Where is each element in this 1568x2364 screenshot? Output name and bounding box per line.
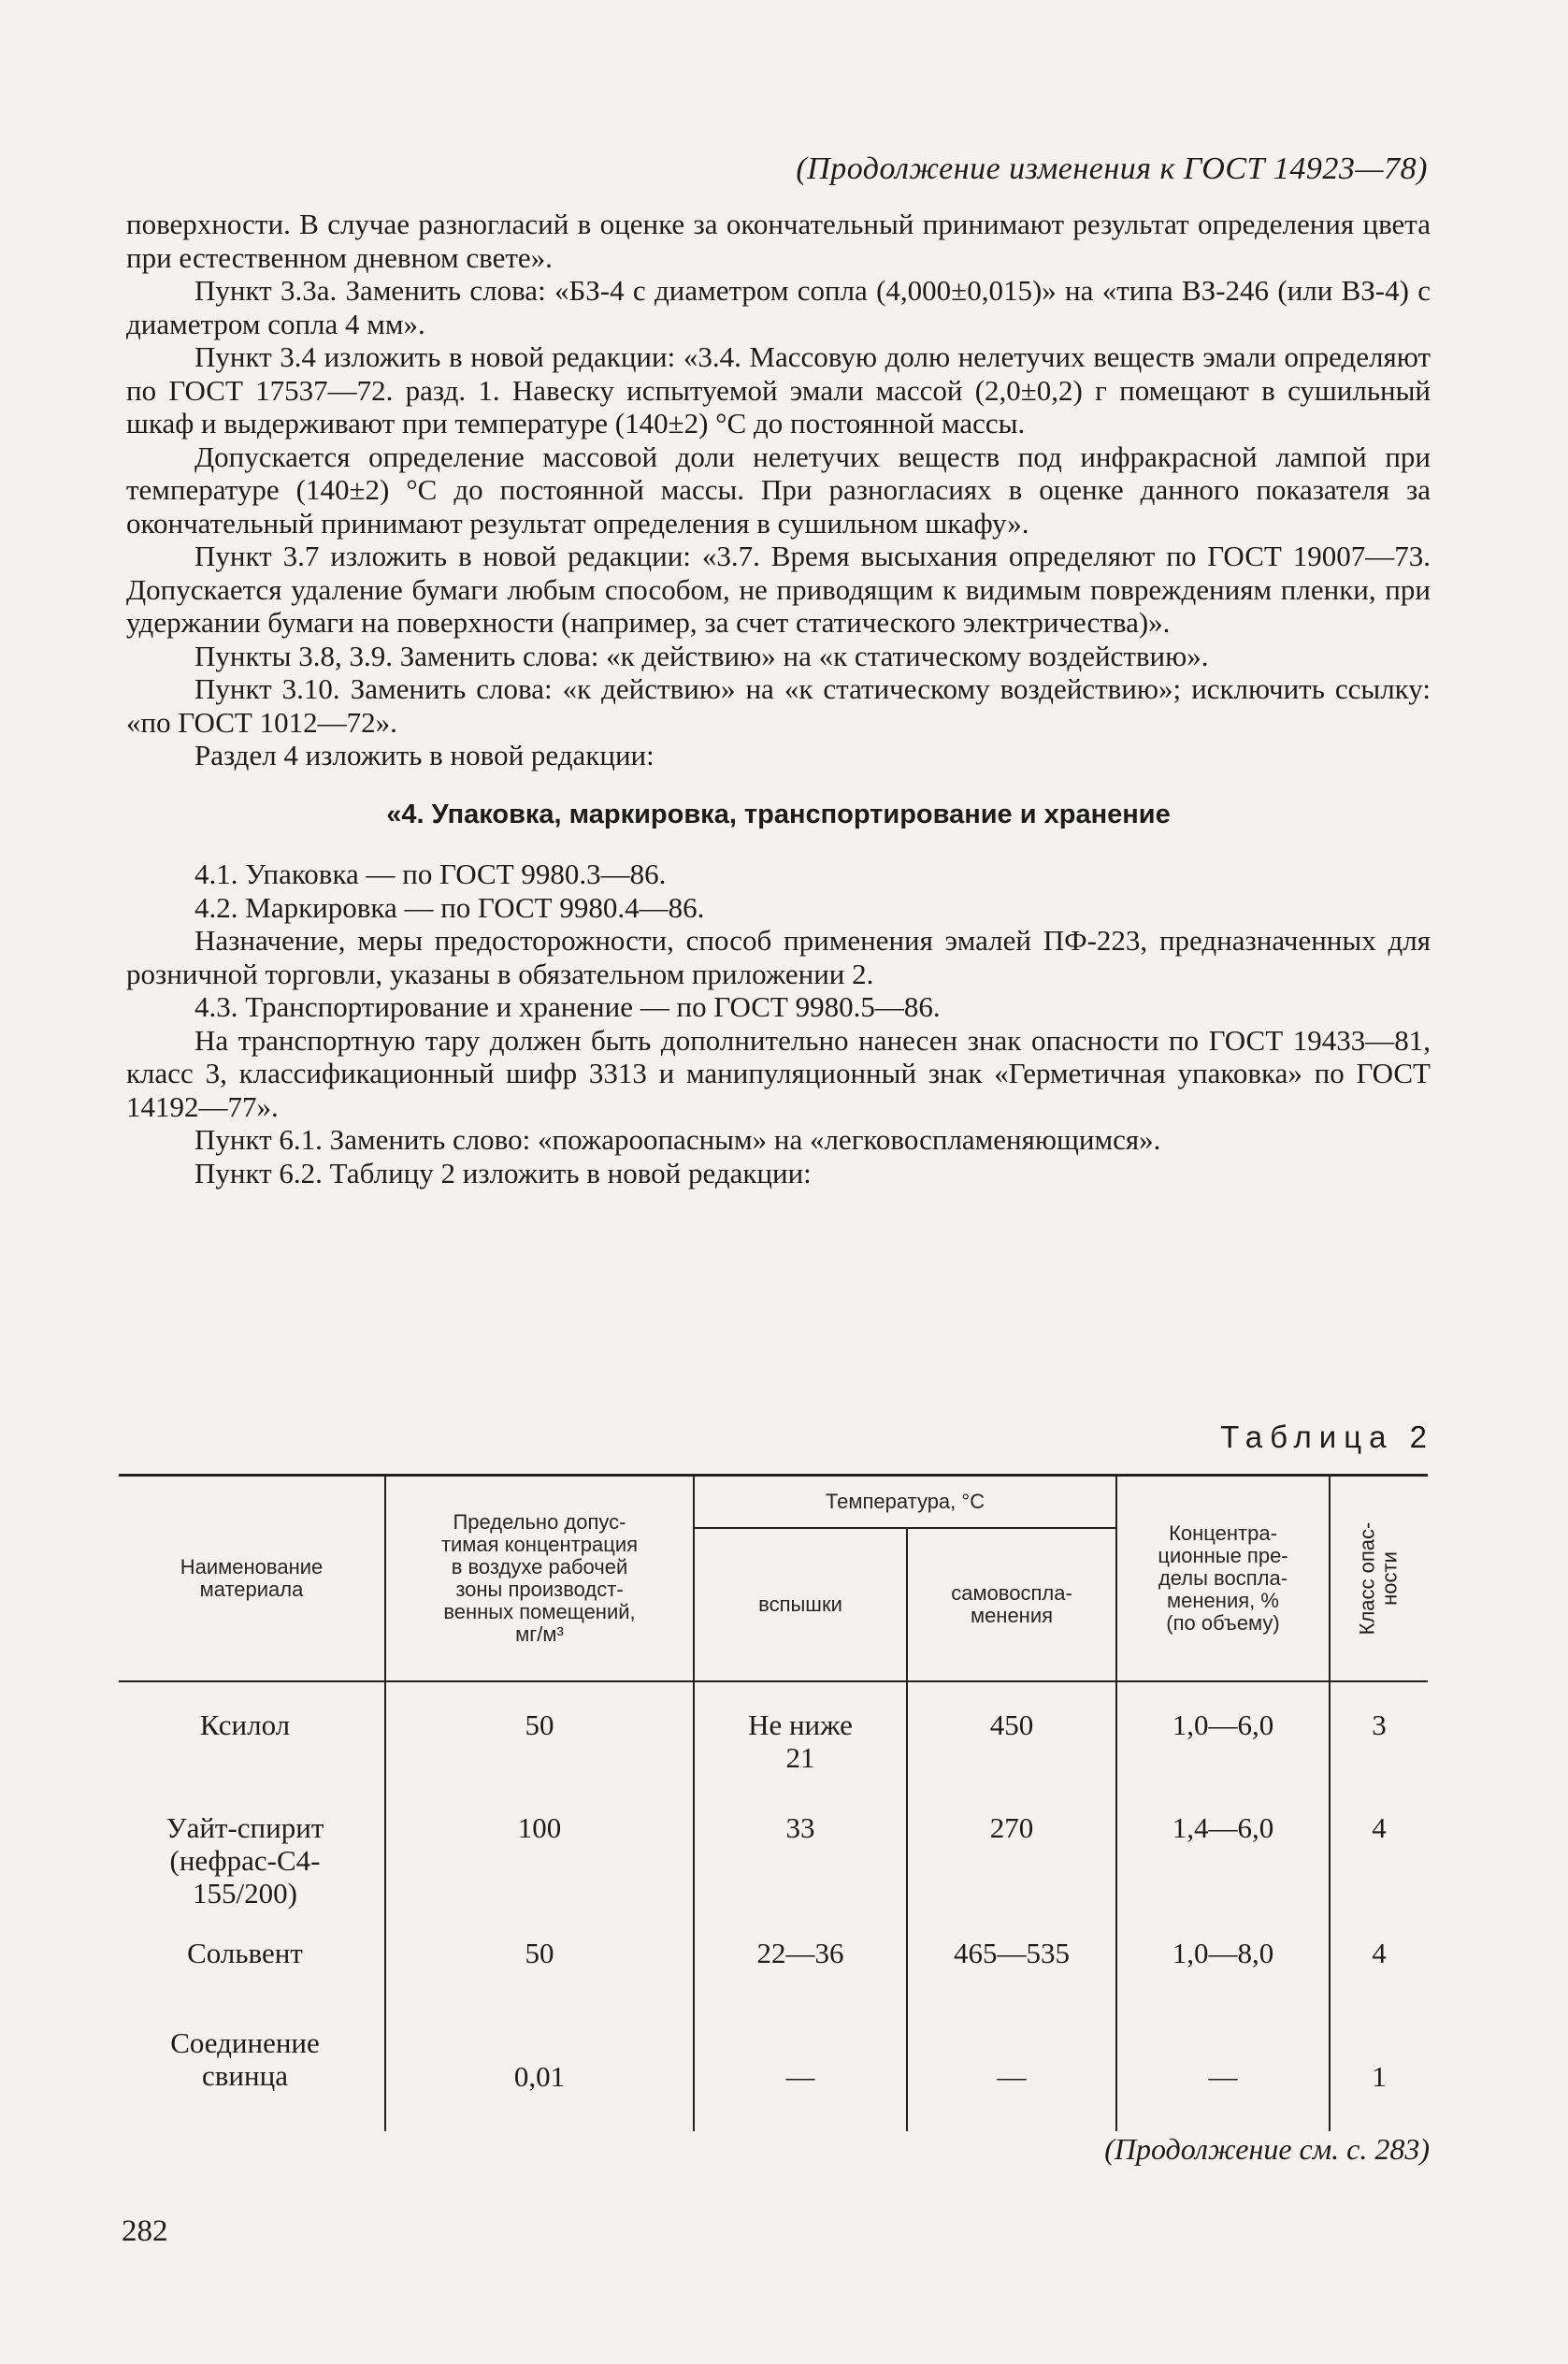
paragraph: Допускается определение массовой доли нелетучих веществ под инфракрасной лампой при температуре (140±2) °С до постоянной массы. При разногласиях в оценке данного показателя за окончательный принимают результат определения в сушильном шкафу». xyxy=(126,440,1431,540)
body-text xyxy=(126,208,1431,1189)
cell-limit: 50 xyxy=(525,1937,554,1969)
cell-concentration: — xyxy=(1208,2060,1238,2093)
cell-concentration: 1,0—6,0 xyxy=(1172,1708,1274,1741)
cell-name: Сольвент xyxy=(187,1937,303,1969)
paragraph: 4.2. Маркировка — по ГОСТ 9980.4—86. xyxy=(194,890,705,924)
table-body xyxy=(119,1682,1428,2131)
cell-name: Соединение свинца xyxy=(170,2026,320,2092)
paragraph: Пункт 3.7 изложить в новой редакции: «3.7. Время высыхания определяют по ГОСТ 19007—73. Допускается удаление бумаги любым способом, не приводящим к видимым повреждениям пленки, при удержании бумаги на поверхности (например, за счет статического электричества)». xyxy=(126,540,1431,639)
cell-hazard-class: 3 xyxy=(1372,1708,1387,1741)
page-number: 282 xyxy=(122,2214,168,2248)
cell-hazard-class: 4 xyxy=(1372,1937,1387,1969)
cell-autoignition: 450 xyxy=(989,1708,1034,1741)
continuation-note: (Продолжение см. с. 283) xyxy=(1104,2132,1430,2166)
cell-flash: — xyxy=(785,2060,815,2093)
cell-limit: 0,01 xyxy=(513,2060,566,2093)
cell-name: Уайт-спирит (нефрас-С4- 155/200) xyxy=(165,1811,324,1910)
paragraph: поверхности. В случае разногласий в оценке за окончательный принимают результат определения цвета при естественном дневном свете». xyxy=(126,208,1431,274)
paragraph: Пункт 3.4 изложить в новой редакции: «3.4. Массовую долю нелетучих веществ эмали определяют по ГОСТ 17537—72. разд. 1. Навеску испытуемой эмали массой (2,0±0,2) г помещают в сушильный шкаф и выдерживают при температуре (140±2) °С до постоянной массы. xyxy=(126,340,1431,440)
cell-name: Ксилол xyxy=(199,1708,291,1741)
paragraph: Назначение, меры предосторожности, способ применения эмалей ПФ-223, предназначенных для розничной торговли, указаны в обязательном приложении 2. xyxy=(126,924,1431,990)
paragraph: Пункт 3.3а. Заменить слова: «БЗ-4 с диаметром сопла (4,000±0,015)» на «типа ВЗ-246 (или ВЗ-4) с диаметром сопла 4 мм». xyxy=(126,274,1431,340)
paragraph: Пункты 3.8, 3.9. Заменить слова: «к действию» на «к статическому воздействию». xyxy=(194,639,1209,672)
cell-flash: Не ниже 21 xyxy=(748,1708,853,1774)
header-autoignition: самовоспла- менения xyxy=(951,1581,1072,1627)
cell-flash: 22—36 xyxy=(756,1937,844,1969)
paragraph: 4.1. Упаковка — по ГОСТ 9980.3—86. xyxy=(194,858,667,890)
cell-autoignition: 465—535 xyxy=(954,1937,1070,1969)
paragraph-group-2 xyxy=(126,858,1431,1189)
paragraph: Пункт 6.2. Таблицу 2 изложить в новой редакции: xyxy=(194,1156,812,1189)
cell-hazard-class: 4 xyxy=(1372,1811,1387,1844)
section-title: «4. Упаковка, маркировка, транспортирование и хранение xyxy=(386,799,1171,829)
cell-flash: 33 xyxy=(785,1811,815,1844)
data-table xyxy=(119,1474,1428,2131)
cell-autoignition: 270 xyxy=(989,1811,1034,1844)
header-name: Наименование материала xyxy=(180,1555,324,1601)
paragraph: Раздел 4 изложить в новой редакции: xyxy=(194,739,655,771)
table-label: Таблица 2 xyxy=(1220,1420,1434,1454)
header-hazard-class: Класс опас- ности xyxy=(1355,1521,1401,1636)
paragraph: 4.3. Транспортирование и хранение — по ГОСТ 9980.5—86. xyxy=(194,990,941,1023)
paragraph: Пункт 3.10. Заменить слова: «к действию» на «к статическому воздействию»; исключить ссылку: «по ГОСТ 1012—72». xyxy=(126,672,1431,739)
running-header: (Продолжение изменения к ГОСТ 14923—78) xyxy=(796,151,1428,186)
cell-hazard-class: 1 xyxy=(1372,2060,1387,2093)
paragraph: На транспортную тару должен быть дополнительно нанесен знак опасности по ГОСТ 19433—81, класс 3, классификационный шифр 3313 и манипуляционный знак «Герметичная упаковка» по ГОСТ 14192—77». xyxy=(126,1023,1431,1123)
table-header xyxy=(119,1474,1428,1682)
paragraph: Пункт 6.1. Заменить слово: «пожароопасным» на «легковоспламеняющимся». xyxy=(194,1123,1161,1156)
cell-limit: 50 xyxy=(525,1708,554,1741)
header-temperature: Температура, °С xyxy=(825,1490,985,1513)
paragraph-group-1 xyxy=(126,208,1431,772)
cell-concentration: 1,4—6,0 xyxy=(1172,1811,1274,1844)
header-limit: Предельно допус- тимая концентрация в воздухе рабочей зоны производст- венных помещений, мг/м³ xyxy=(440,1510,639,1646)
cell-limit: 100 xyxy=(517,1811,562,1844)
cell-concentration: 1,0—8,0 xyxy=(1172,1937,1274,1969)
cell-autoignition: — xyxy=(997,2060,1027,2093)
header-concentration: Концентра- ционные пре- делы воспла- менения, % (по объему) xyxy=(1158,1521,1288,1635)
header-flash: вспышки xyxy=(758,1593,842,1616)
